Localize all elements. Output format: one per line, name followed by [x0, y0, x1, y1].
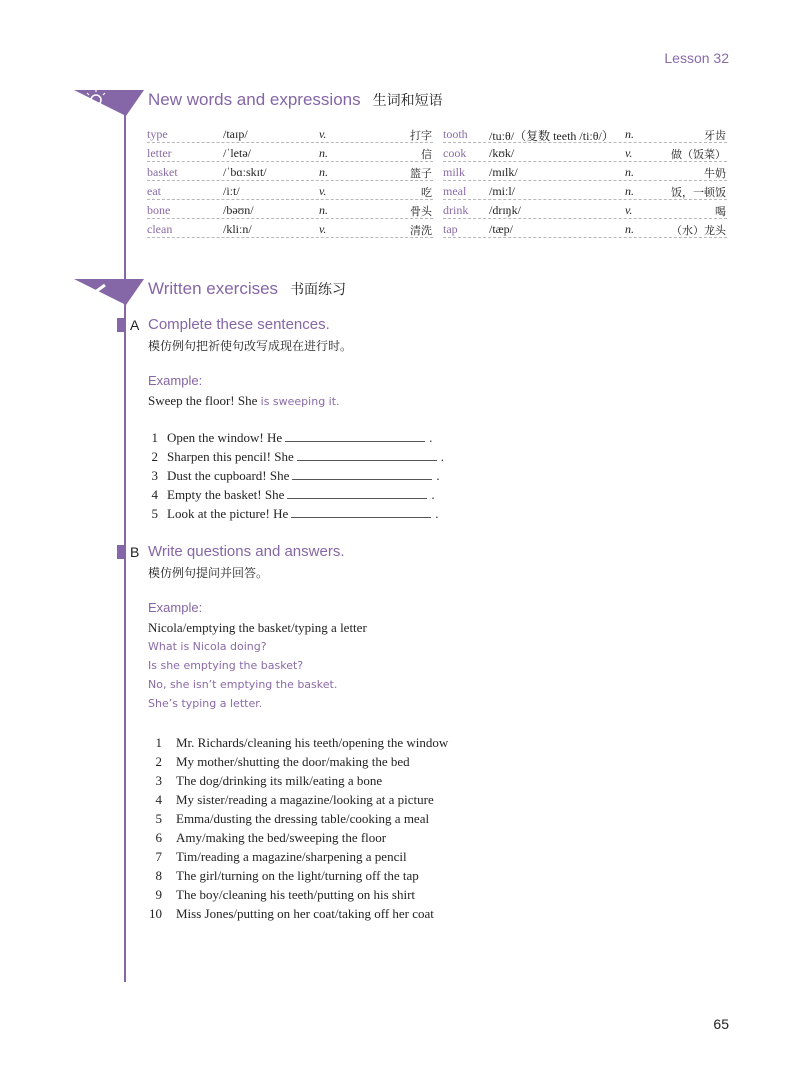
list-item [148, 773, 448, 792]
answer-blank [297, 451, 437, 461]
vocab-row [147, 124, 433, 143]
answer-blank [287, 489, 427, 499]
exercise-b-instruction: 模仿例句提问并回答。 [148, 566, 269, 580]
exercise-a-list [148, 430, 444, 525]
vocab-row [443, 219, 727, 238]
list-item [148, 449, 444, 468]
exercise-b-title: Write questions and answers. [148, 543, 345, 560]
item-number: 1 [151, 430, 158, 445]
vocab-part-of-speech: n. [625, 184, 634, 198]
list-item [148, 735, 448, 754]
list-item [148, 811, 448, 830]
item-number: 1 [155, 735, 162, 750]
item-number: 2 [151, 449, 158, 464]
item-number: 4 [155, 792, 162, 807]
vocab-part-of-speech: n. [625, 127, 634, 141]
item-text: Miss Jones/putting on her coat/taking off her coat [176, 906, 434, 921]
vocab-phonetic: /kʊk/ [489, 146, 515, 160]
item-text: Look at the picture! He [167, 506, 289, 521]
vocab-meaning: 打字 [410, 129, 432, 142]
item-period: . [440, 449, 444, 464]
exercise-a-instruction: 模仿例句把祈使句改写成现在进行时。 [148, 339, 353, 353]
vocab-meaning: 信 [421, 148, 432, 161]
vocab-word: meal [443, 184, 467, 198]
vocab-row [443, 162, 727, 181]
list-item [148, 506, 444, 525]
vocab-phonetic: /tuːθ/（复数 teeth /tiːθ/） [489, 129, 614, 143]
vocab-phonetic: /tæp/ [489, 222, 514, 236]
vocab-meaning: 吃 [421, 186, 432, 199]
vocab-meaning: 做（饭菜） [671, 148, 726, 161]
section-title-written: Written exercises 书面练习 [148, 279, 347, 298]
item-number: 3 [151, 468, 158, 483]
exercise-b-example-line: Is she emptying the basket? [148, 659, 304, 672]
item-number: 5 [155, 811, 162, 826]
vocab-meaning: 饭，一顿饭 [671, 186, 726, 199]
vocab-word: tooth [443, 127, 468, 141]
item-text: Dust the cupboard! She [167, 468, 290, 483]
item-text: My sister/reading a magazine/looking at a picture [176, 792, 434, 807]
vocab-word: drink [443, 203, 469, 217]
vocab-phonetic: /miːl/ [489, 184, 516, 198]
vocab-row [443, 124, 727, 143]
page-number: 65 [713, 1016, 729, 1032]
exercise-a-title: Complete these sentences. [148, 316, 330, 333]
item-text: My mother/shutting the door/making the bed [176, 754, 410, 769]
vocab-meaning: 篮子 [410, 167, 432, 180]
list-item [148, 468, 444, 487]
item-number: 4 [151, 487, 158, 502]
vocab-word: milk [443, 165, 466, 179]
vocab-phonetic: /drɪŋk/ [489, 203, 521, 217]
exercise-b-example-line: What is Nicola doing? [148, 640, 267, 653]
vocab-row [147, 162, 433, 181]
vocab-row [147, 143, 433, 162]
item-text: Emma/dusting the dressing table/cooking a meal [176, 811, 430, 826]
list-item [148, 487, 444, 506]
vocab-meaning: 牛奶 [704, 167, 726, 180]
item-number: 10 [149, 906, 162, 921]
vocab-part-of-speech: v. [625, 146, 633, 160]
vocab-phonetic: /ˈbɑːskɪt/ [223, 165, 267, 179]
lightbulb-icon [74, 90, 144, 116]
exercise-b-example-label: Example: [148, 600, 203, 615]
pencil-icon [74, 279, 144, 305]
list-item [148, 849, 448, 868]
item-number: 2 [155, 754, 162, 769]
list-item [148, 906, 448, 925]
answer-blank [285, 432, 425, 442]
item-number: 5 [151, 506, 158, 521]
vocab-word: tap [443, 222, 458, 236]
item-text: Tim/reading a magazine/sharpening a pencil [176, 849, 407, 864]
item-number: 7 [155, 849, 162, 864]
exercise-a-example-label: Example: [148, 373, 203, 388]
vocab-meaning: 牙齿 [704, 129, 726, 142]
exercise-b-example-line: No, she isn’t emptying the basket. [148, 678, 338, 691]
answer-blank [292, 470, 432, 480]
list-item [148, 430, 444, 449]
exercise-b-example-prompt: Nicola/emptying the basket/typing a letter [148, 620, 367, 635]
margin-rule [124, 92, 126, 982]
vocab-phonetic: /taɪp/ [223, 127, 248, 141]
exercise-b-list [148, 735, 448, 925]
item-number: 3 [155, 773, 162, 788]
vocab-row [147, 200, 433, 219]
vocab-word: clean [147, 222, 173, 236]
vocab-phonetic: /iːt/ [223, 184, 240, 198]
vocab-word: basket [147, 165, 178, 179]
vocab-row [443, 200, 727, 219]
vocab-part-of-speech: v. [319, 222, 327, 236]
vocab-word: letter [147, 146, 172, 160]
vocab-part-of-speech: n. [319, 203, 328, 217]
item-text: The boy/cleaning his teeth/putting on his shirt [176, 887, 416, 902]
exercise-b-marker [117, 545, 124, 559]
item-period: . [431, 487, 435, 502]
vocab-row [443, 181, 727, 200]
item-text: Empty the basket! She [167, 487, 285, 502]
item-text: The dog/drinking its milk/eating a bone [176, 773, 383, 788]
vocab-word: type [147, 127, 168, 141]
answer-blank [291, 508, 431, 518]
vocab-part-of-speech: v. [319, 127, 327, 141]
vocab-part-of-speech: v. [319, 184, 327, 198]
vocab-word: eat [147, 184, 161, 198]
item-number: 6 [155, 830, 162, 845]
vocab-meaning: 清洗 [410, 224, 432, 237]
item-text: Amy/making the bed/sweeping the floor [176, 830, 387, 845]
vocab-row [147, 181, 433, 200]
exercise-a-marker [117, 318, 124, 332]
vocab-part-of-speech: n. [319, 165, 328, 179]
item-text: The girl/turning on the light/turning off the tap [176, 868, 419, 883]
item-text: Mr. Richards/cleaning his teeth/opening the window [176, 735, 449, 750]
item-period: . [436, 468, 440, 483]
list-item [148, 792, 448, 811]
item-period: . [435, 506, 439, 521]
exercise-b-example-line: She’s typing a letter. [148, 697, 263, 710]
list-item [148, 754, 448, 773]
lesson-label: Lesson 32 [664, 50, 729, 66]
item-number: 8 [155, 868, 162, 883]
vocab-row [147, 219, 433, 238]
exercise-b-letter: B [130, 544, 140, 560]
exercise-a-example: Sweep the floor! She is sweeping it. [148, 393, 340, 408]
vocab-part-of-speech: n. [625, 165, 634, 179]
list-item [148, 868, 448, 887]
vocab-phonetic: /ˈletə/ [223, 146, 251, 160]
item-period: . [429, 430, 433, 445]
vocab-word: bone [147, 203, 171, 217]
item-number: 9 [155, 887, 162, 902]
vocab-phonetic: /bəʊn/ [223, 203, 254, 217]
item-text: Open the window! He [167, 430, 283, 445]
vocab-phonetic: /kliːn/ [223, 222, 252, 236]
item-text: Sharpen this pencil! She [167, 449, 294, 464]
vocab-meaning: 骨头 [410, 205, 432, 218]
list-item [148, 887, 448, 906]
vocab-part-of-speech: n. [319, 146, 328, 160]
vocab-meaning: （水）龙头 [671, 224, 726, 237]
exercise-a-letter: A [130, 317, 140, 333]
section-title-new-words: New words and expressions 生词和短语 [148, 90, 443, 109]
vocab-part-of-speech: v. [625, 203, 633, 217]
vocab-part-of-speech: n. [625, 222, 634, 236]
vocab-column-left [147, 124, 433, 238]
vocab-phonetic: /mɪlk/ [489, 165, 518, 179]
exercise-a-example-answer: is sweeping it. [260, 395, 340, 408]
list-item [148, 830, 448, 849]
vocab-meaning: 喝 [715, 205, 726, 218]
vocab-word: cook [443, 146, 467, 160]
vocab-column-right [443, 124, 727, 238]
vocab-row [443, 143, 727, 162]
